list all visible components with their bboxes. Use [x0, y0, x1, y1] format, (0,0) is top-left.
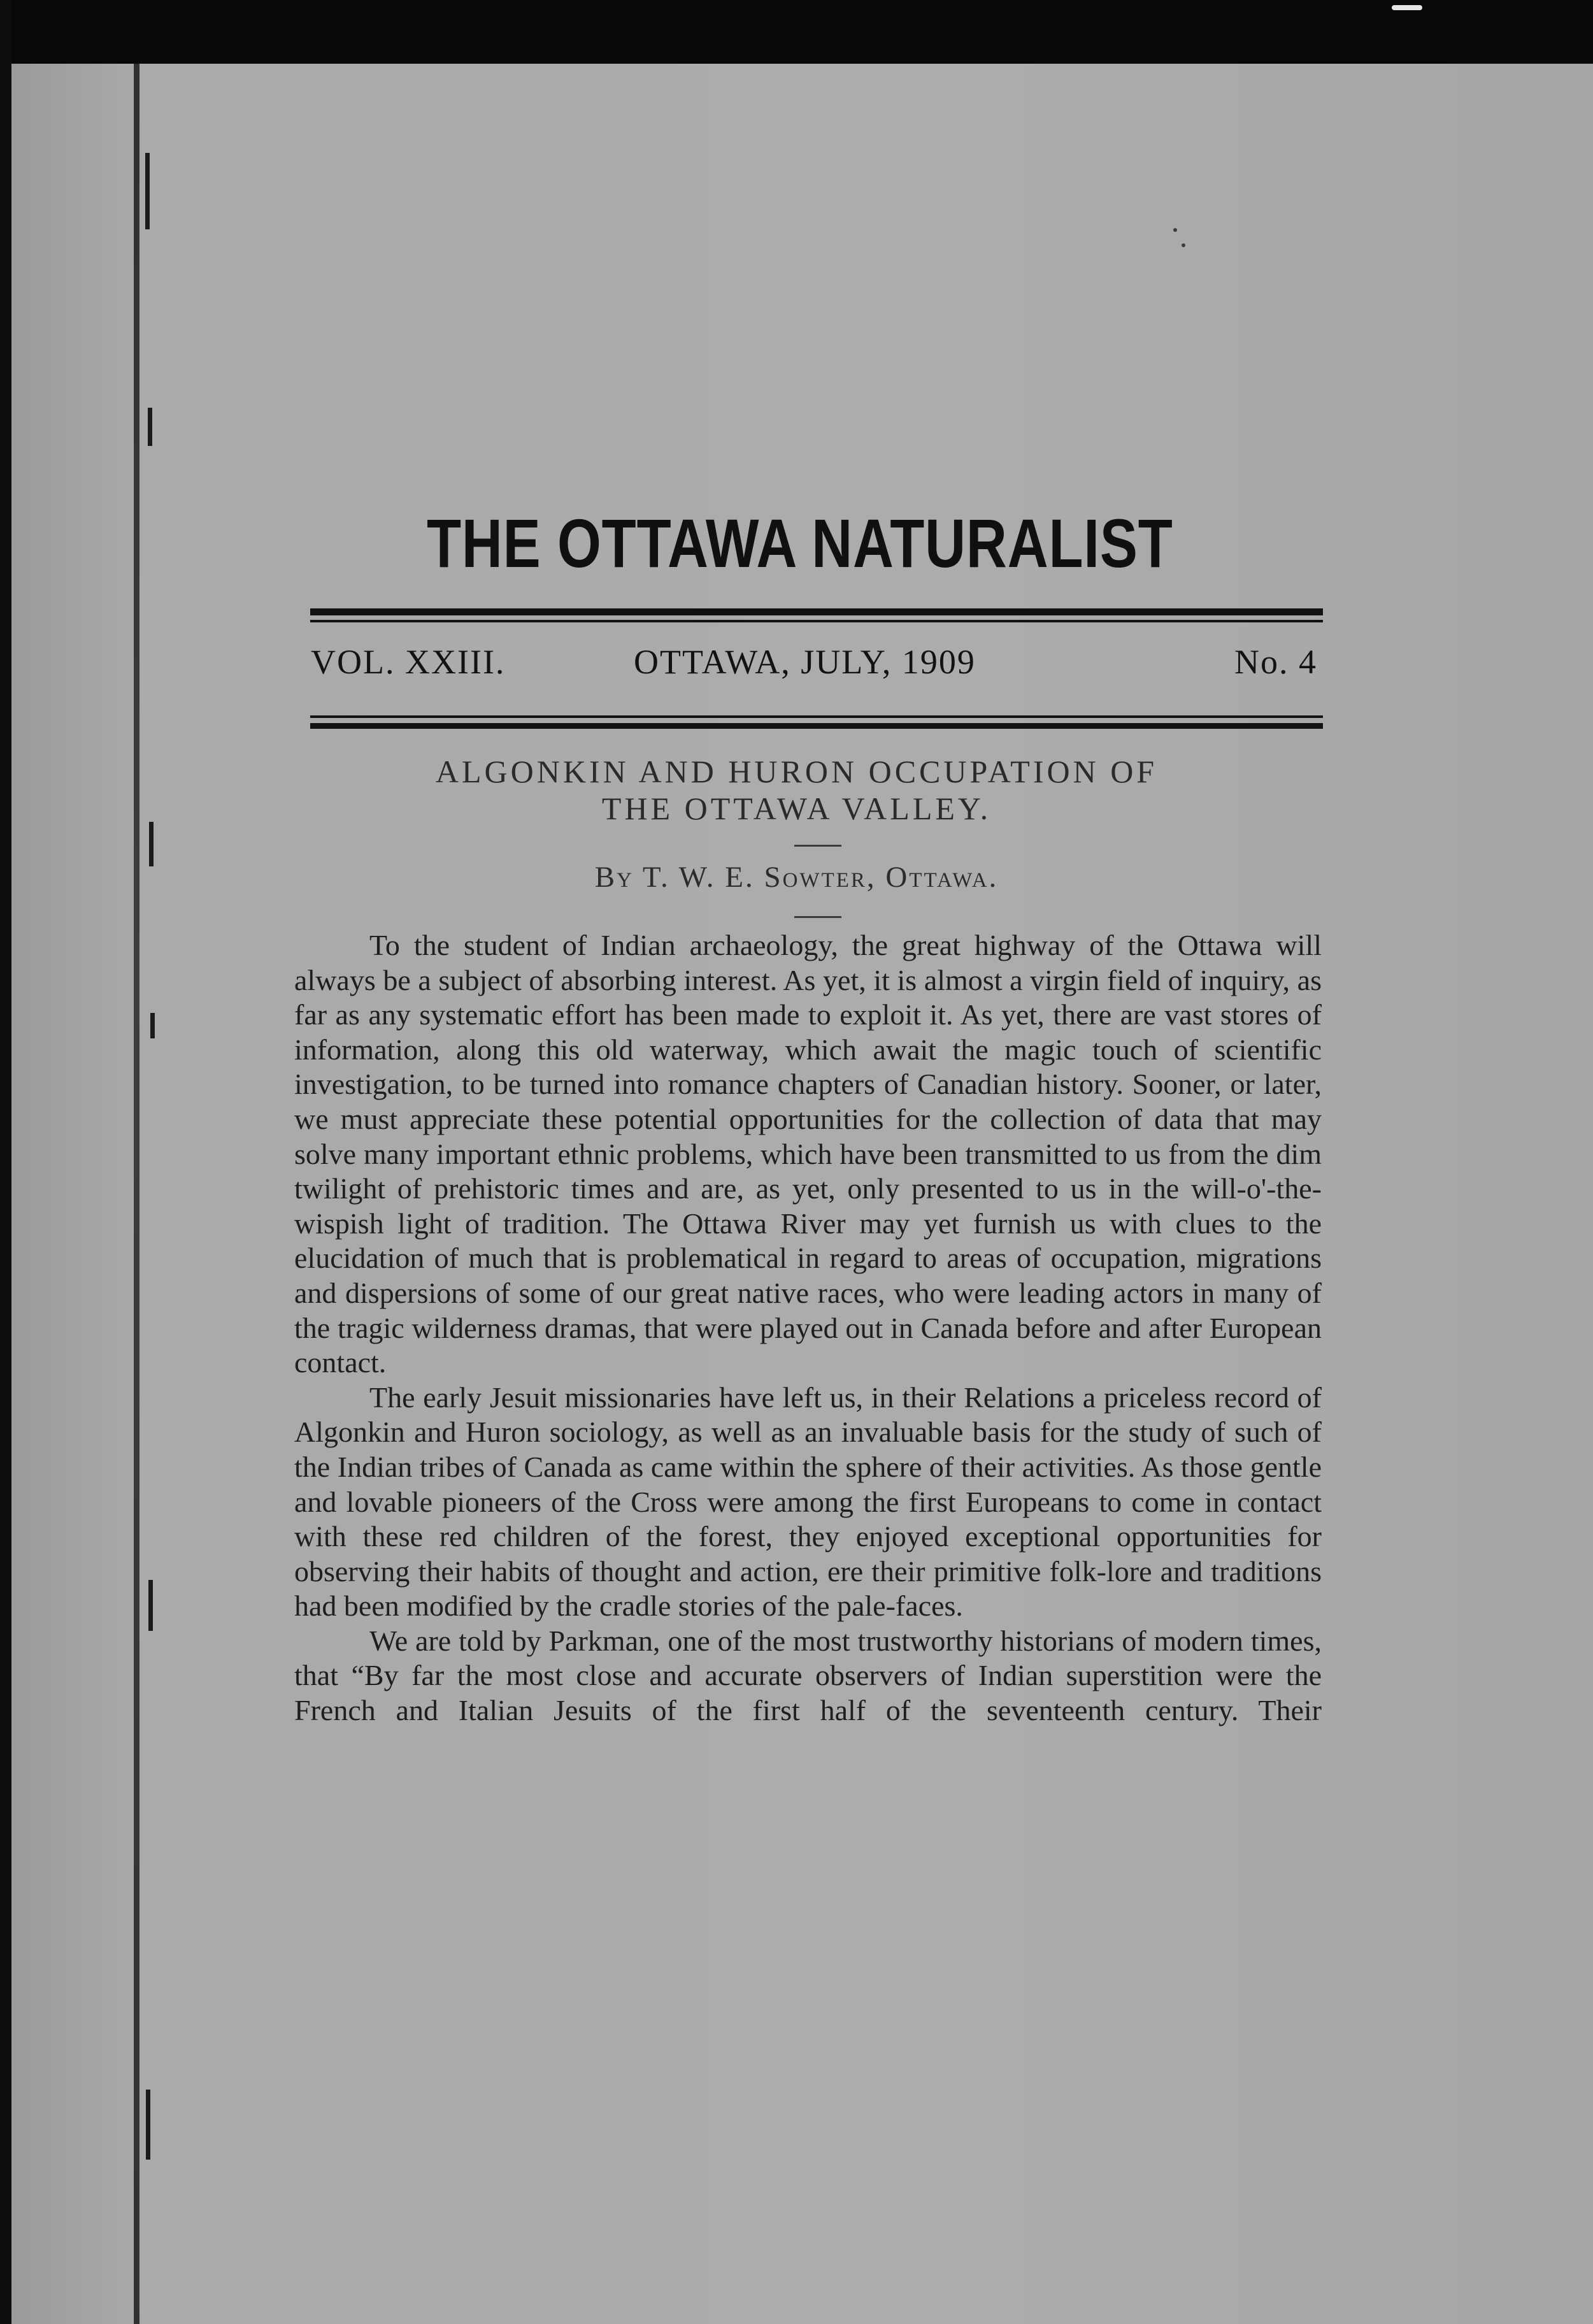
masthead-rule-bottom-thin — [310, 715, 1323, 718]
byline-separator — [794, 916, 841, 918]
film-left-border — [0, 0, 11, 2324]
paper-speck — [1173, 228, 1177, 232]
article-body — [294, 928, 1322, 1728]
journal-title: THE OTTAWA NATURALIST — [426, 505, 1173, 582]
masthead-rule-top — [310, 608, 1323, 615]
byline-author-location: Sowter, Ottawa. — [764, 861, 999, 894]
byline — [0, 860, 1593, 894]
byline-prefix: By — [594, 861, 634, 894]
body-paragraph: We are told by Parkman, one of the most trustworthy historians of modern times, that “By far the most close and accurate observers of Indian superstition were the French and Italian Jesuits of the first half of the seventeenth century. Their — [294, 1624, 1322, 1727]
film-top-border — [0, 0, 1593, 64]
binding-gutter-line — [134, 64, 139, 2324]
paper-speck — [1182, 243, 1185, 247]
issue-volume: VOL. XXIII. — [311, 643, 506, 681]
masthead-rule-top-thin — [310, 620, 1323, 622]
title-separator — [794, 845, 841, 847]
issue-date: OTTAWA, JULY, 1909 — [634, 643, 976, 681]
article-title — [0, 753, 1593, 827]
article-title-line: ALGONKIN AND HURON OCCUPATION OF — [435, 754, 1158, 789]
masthead-rule-bottom — [310, 723, 1323, 729]
byline-initials: T. W. E. — [642, 861, 755, 894]
article-title-line: THE OTTAWA VALLEY. — [601, 791, 992, 826]
body-paragraph: To the student of Indian archaeology, the great highway of the Ottawa will always be a subject of absorbing interest. As yet, it is almost a virgin field of inquiry, as far as any systematic effort has been made to exploit it. As yet, there are vast stores of information, along this old waterway, which await the magic touch of scientific investigation, to be turned into romance chapters of Canadian history. Sooner, or later, we must appreciate these potential opportunities for the collection of data that may solve many important ethnic problems, which have been transmitted to us from the dim twilight of prehistoric times and are, as yet, only presented to us in the will-o'-the-wispish light of tradition. The Ottawa River may yet furnish us with clues to the elucidation of much that is problematical in regard to areas of occupation, migrations and dispersions of some of our great native races, who were leading actors in many of the tragic wilderness dramas, that were played out in Canada before and after European contact. — [294, 929, 1322, 1379]
body-paragraph: The early Jesuit missionaries have left us, in their Relations a priceless record of Algonkin and Huron sociology, as well as an invaluable basis for the study of such of the Indian tribes of Canada as came within the sphere of their activities. As those gentle and lovable pioneers of the Cross were among the first Europeans to come in contact with these red children of the forest, they enjoyed exceptional opportunities for observing their habits of thought and action, ere their primitive folk-lore and traditions had been modified by the cradle stories of the pale-faces. — [294, 1381, 1322, 1623]
issue-number: No. 4 — [1234, 643, 1317, 681]
film-scratch-mark — [1392, 5, 1422, 10]
